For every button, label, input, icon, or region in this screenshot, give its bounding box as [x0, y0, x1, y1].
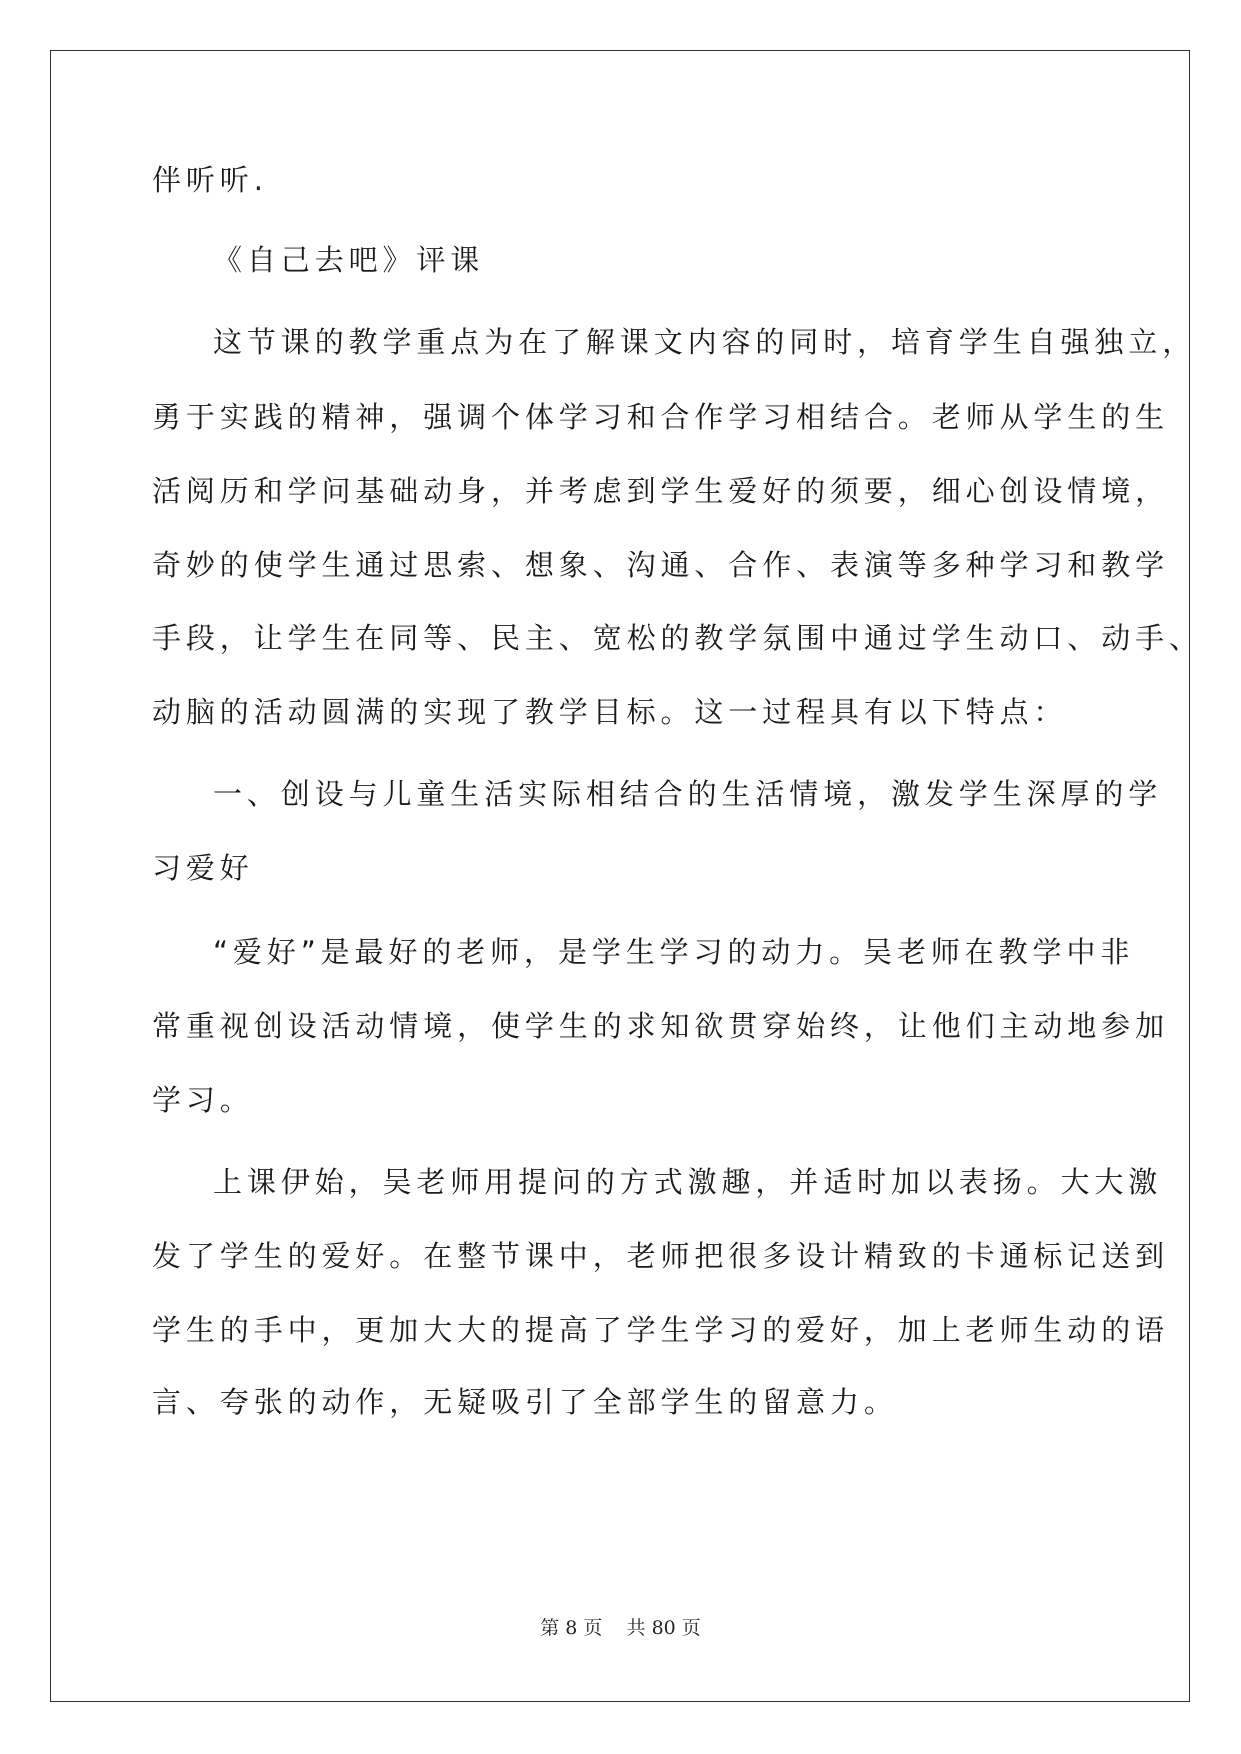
text-line: 活阅历和学问基础动身，并考虑到学生爱好的须要，细心创设情境， [152, 474, 1170, 508]
text-line: 习爱好 [152, 851, 254, 885]
text-line: 学生的手中，更加大大的提高了学生学习的爱好，加上老师生动的语 [152, 1313, 1170, 1347]
text-line: “爱好”是最好的老师，是学生学习的动力。吴老师在教学中非 [213, 935, 1135, 969]
text-line: 奇妙的使学生通过思索、想象、沟通、合作、表演等多种学习和教学 [152, 548, 1170, 582]
section-heading: 《自己去吧》评课 [213, 243, 485, 277]
text-line: 学习。 [152, 1083, 254, 1117]
text-line: 一、创设与儿童生活实际相结合的生活情境，激发学生深厚的学 [213, 777, 1163, 811]
text-line: 发了学生的爱好。在整节课中，老师把很多设计精致的卡通标记送到 [152, 1239, 1170, 1273]
text-line: 上课伊始，吴老师用提问的方式激趣，并适时加以表扬。大大激 [213, 1165, 1163, 1199]
text-line: 动脑的活动圆满的实现了教学目标。这一过程具有以下特点： [152, 695, 1068, 729]
text-line: 言、夸张的动作，无疑吸引了全部学生的留意力。 [152, 1385, 898, 1419]
text-line: 常重视创设活动情境，使学生的求知欲贯穿始终，让他们主动地参加 [152, 1009, 1170, 1043]
text-line: 伴听听. [152, 163, 268, 197]
text-line: 这节课的教学重点为在了解课文内容的同时，培育学生自强独立， [213, 325, 1197, 359]
text-line: 手段，让学生在同等、民主、宽松的教学氛围中通过学生动口、动手、 [152, 621, 1203, 655]
page-number-footer: 第 8 页 共 80 页 [540, 1617, 701, 1639]
text-line: 勇于实践的精神，强调个体学习和合作学习相结合。老师从学生的生 [152, 400, 1170, 434]
